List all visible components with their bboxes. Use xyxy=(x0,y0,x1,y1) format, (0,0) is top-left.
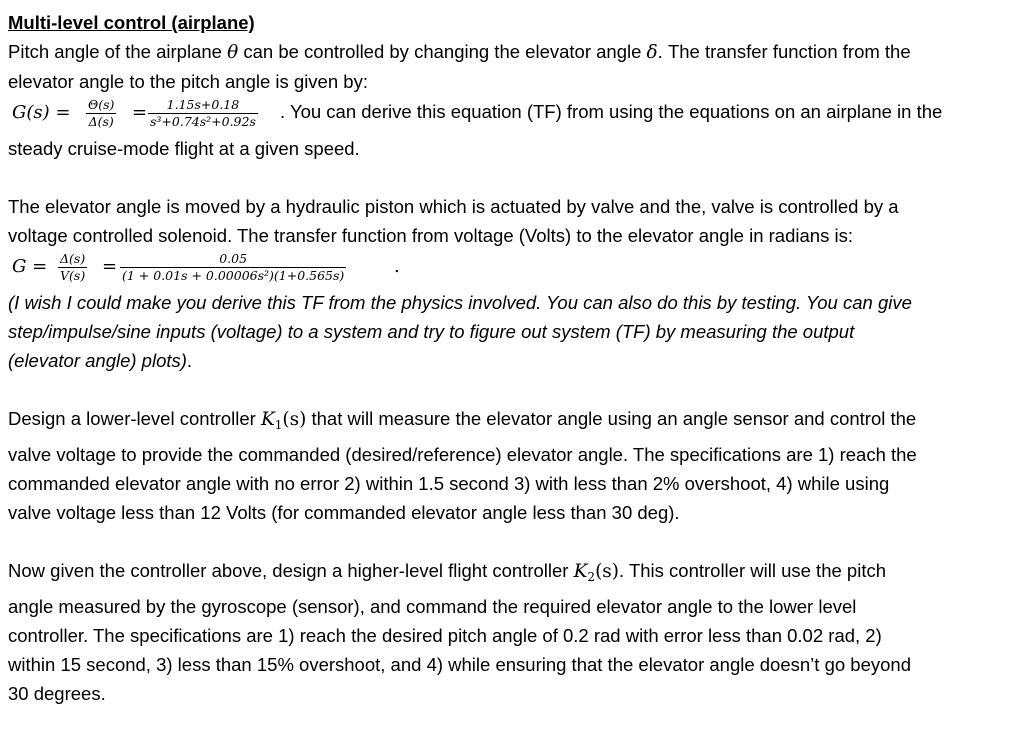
intro-text-c: . The transfer function from the xyxy=(657,41,911,62)
higher-controller-text-a: Now given the controller above, design a higher-level flight controller xyxy=(8,560,574,581)
lower-controller-line-4: valve voltage less than 12 Volts (for commanded elevator angle less than 30 deg). xyxy=(8,502,680,523)
intro-line-1 xyxy=(8,37,1018,67)
pitch-transfer-function-equation xyxy=(8,96,1018,134)
note-line-3 xyxy=(8,346,1018,375)
k2-argument: (s) xyxy=(595,561,619,582)
lower-controller-line-2: valve voltage to provide the commanded (desired/reference) elevator angle. The specifications are 1) reach the xyxy=(8,444,917,465)
higher-controller-text-b: . This controller will use the pitch xyxy=(619,560,886,581)
eq1-denominator-1: Δ(s) xyxy=(88,114,114,129)
lower-controller-line-3: commanded elevator angle with no error 2) within 1.5 second 3) with less than 2% overshoot, 4) while using xyxy=(8,473,890,494)
lower-controller-line-1 xyxy=(8,404,1018,440)
actuator-line-2: voltage controlled solenoid. The transfer function from voltage (Volts) to the elevator angle in radians is: xyxy=(8,225,853,246)
paragraph-gap xyxy=(8,163,1018,192)
eq1-denominator-2: s³+0.74s²+0.92s xyxy=(150,114,256,129)
page-title: Multi-level control (airplane) xyxy=(8,12,255,33)
eq2-equals: = xyxy=(102,256,118,277)
eq1-fraction-2 xyxy=(148,97,258,130)
intro-text-b: can be controlled by changing the elevator angle xyxy=(238,41,647,62)
eq2-numerator-2: 0.05 xyxy=(219,251,248,266)
eq1-trailing-text xyxy=(280,97,942,126)
intro-text-a: Pitch angle of the airplane xyxy=(8,41,228,62)
theta-symbol: θ xyxy=(227,42,239,63)
intro-line-3: steady cruise-mode flight at a given speed. xyxy=(8,138,360,159)
eq2-fraction-2 xyxy=(120,251,346,284)
actuator-line-1: The elevator angle is moved by a hydraulic piston which is actuated by valve and the, valve is controlled by a xyxy=(8,196,899,217)
k1-symbol xyxy=(261,409,306,430)
higher-controller-line-2: angle measured by the gyroscope (sensor), and command the required elevator angle to the lower level xyxy=(8,596,857,617)
eq1-text: You can derive this equation (TF) from using the equations on an airplane in the xyxy=(285,101,943,122)
eq2-lhs: G = xyxy=(12,256,48,277)
lower-controller-text-b: that will measure the elevator angle using an angle sensor and control the xyxy=(306,408,917,429)
note-line-1: (I wish I could make you derive this TF from the physics involved. You can also do this by testing. You can give xyxy=(8,292,912,313)
k1-subscript: 1 xyxy=(274,418,283,432)
eq2-numerator-1: Δ(s) xyxy=(60,251,86,266)
k2-letter: K xyxy=(573,561,588,582)
lower-controller-text-a: Design a lower-level controller xyxy=(8,408,261,429)
eq2-denominator-1: V(s) xyxy=(60,268,86,283)
note-line-3-period: . xyxy=(186,350,193,371)
eq1-fraction-1 xyxy=(86,97,116,130)
note-line-3-text: (elevator angle) plots) xyxy=(8,350,187,371)
eq1-numerator-1: Θ(s) xyxy=(88,97,115,112)
eq1-numerator-2: 1.15s+0.18 xyxy=(166,97,240,112)
paragraph-gap xyxy=(8,527,1018,556)
elevator-transfer-function-equation xyxy=(8,250,1018,288)
paragraph-gap xyxy=(8,375,1018,404)
higher-controller-line-3: controller. The specifications are 1) reach the desired pitch angle of 0.2 rad with error less than 0.02 rad, 2) xyxy=(8,625,882,646)
higher-controller-line-1 xyxy=(8,556,1018,592)
intro-line-2: elevator angle to the pitch angle is given by: xyxy=(8,71,368,92)
k1-letter: K xyxy=(260,409,275,430)
higher-controller-line-4: within 15 second, 3) less than 15% overshoot, and 4) while ensuring that the elevator angle doesn’t go beyond xyxy=(8,654,911,675)
k1-argument: (s) xyxy=(282,409,307,430)
eq2-period: . xyxy=(394,256,400,277)
eq1-lhs: G(s) = xyxy=(12,102,71,123)
eq2-fraction-1 xyxy=(58,251,87,284)
eq1-period: . xyxy=(280,101,286,122)
k2-symbol xyxy=(574,561,619,582)
document-page xyxy=(8,8,1018,708)
delta-symbol: δ xyxy=(646,42,658,63)
eq1-equals: = xyxy=(132,102,148,123)
k2-subscript: 2 xyxy=(587,570,596,584)
higher-controller-line-5: 30 degrees. xyxy=(8,683,106,704)
note-line-2: step/impulse/sine inputs (voltage) to a system and try to figure out system (TF) by measuring the output xyxy=(8,321,855,342)
eq2-denominator-2: (1 + 0.01s + 0.00006s²)(1+0.565s) xyxy=(122,268,345,283)
